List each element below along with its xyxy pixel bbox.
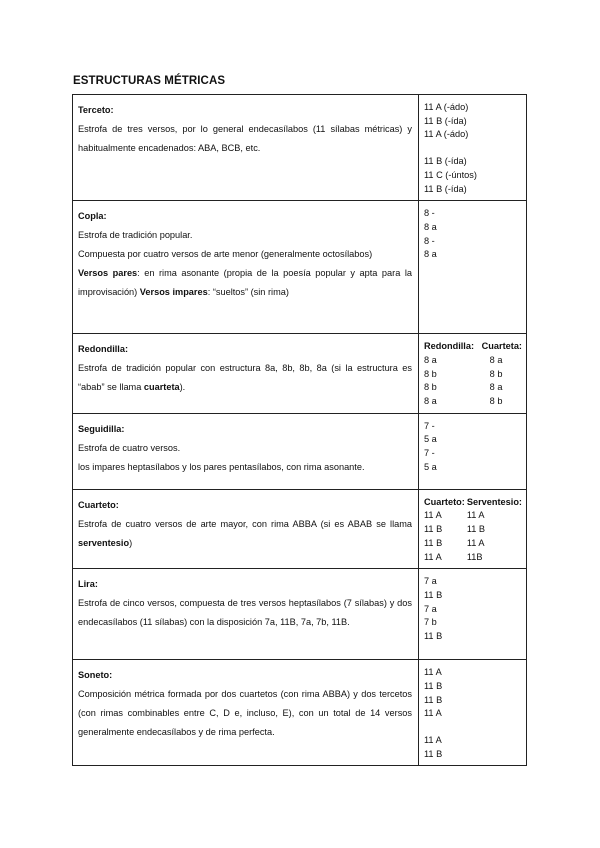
scheme-line: 8 b <box>424 382 437 393</box>
scheme-line: 11 A <box>466 510 485 521</box>
copla-description <box>73 201 419 334</box>
copla-text-3 <box>78 264 412 302</box>
scheme-line: 8 b <box>489 368 503 379</box>
metric-structures-table <box>72 94 527 766</box>
scheme-line: 11 B <box>424 680 443 691</box>
cuarteto-scheme <box>419 489 527 569</box>
scheme-line: 11 A <box>424 510 442 521</box>
copla-text-2: Compuesta por cuatro versos de arte menor (generalmente octosílabos) <box>78 249 373 260</box>
soneto-scheme <box>419 660 527 766</box>
row-soneto <box>73 660 527 766</box>
scheme-line: 8 a <box>424 249 437 260</box>
lira-scheme <box>419 569 527 660</box>
scheme-line: 11 B <box>466 524 486 535</box>
scheme-line: 11 B <box>424 694 443 705</box>
impares-label: Versos impares <box>139 287 208 298</box>
scheme-line: 8 - <box>424 208 435 219</box>
lira-name: Lira: <box>78 579 98 590</box>
lira-text: Estrofa de cinco versos, compuesta de tres versos heptasílabos (7 sílabas) y dos endecasílabos (11 sílabas) con la disposición 7a, 11B, 7a, 7b, 11B. <box>78 598 412 628</box>
row-lira <box>73 569 527 660</box>
soneto-text: Composición métrica formada por dos cuartetos (con rima ABBA) y dos tercetos (con rimas combinables entre C, D e, incluso, E), con un total de 14 versos generalmente endecasílabos y de rima perfecta. <box>78 689 412 738</box>
cuarteto-name: Cuarteto: <box>78 499 119 510</box>
redondilla-text-pre: Estrofa de tradición popular con estructura 8a, 8b, 8b, 8a (si la estructura es “abab” se llama <box>78 363 412 393</box>
redondilla-name: Redondilla: <box>78 344 129 355</box>
cuarteto-text-post: ) <box>129 537 133 548</box>
scheme-line: 11 A (-ádo) <box>424 102 469 112</box>
scheme-line: 8 a <box>424 221 437 232</box>
row-redondilla <box>73 334 527 414</box>
scheme-line: 7 a <box>424 576 437 587</box>
scheme-line: 11 A <box>424 551 442 562</box>
pares-text: : en rima asonante (propia de la poesía popular y apta para la improvisación) <box>78 268 412 298</box>
scheme-line: 8 a <box>489 354 503 365</box>
scheme-line: 8 a <box>424 354 437 365</box>
lira-description <box>73 569 419 660</box>
scheme-line: 11 B <box>424 631 443 642</box>
cuarteto-text-pre: Estrofa de cuatro versos de arte mayor, con rima ABBA (si es ABAB se llama <box>78 518 412 529</box>
row-cuarteto <box>73 489 527 569</box>
scheme-line: 11 B (-ída) <box>424 156 467 167</box>
scheme-line: 7 a <box>424 603 437 614</box>
seguidilla-description <box>73 413 419 489</box>
scheme-line: 11B <box>466 551 483 562</box>
seguidilla-name: Seguidilla: <box>78 423 125 434</box>
cuarteto-header: Cuarteto: <box>424 496 465 507</box>
scheme-line: 8 b <box>424 368 437 379</box>
redondilla-scheme <box>419 334 527 414</box>
scheme-line: 11 B <box>424 537 443 548</box>
scheme-line: 8 a <box>424 396 437 407</box>
cuarteto-description <box>73 489 419 569</box>
scheme-line: 5 a <box>424 434 437 445</box>
scheme-line: 5 a <box>424 461 437 472</box>
copla-text-1: Estrofa de tradición popular. <box>78 230 193 241</box>
redondilla-text-post: ). <box>179 382 186 393</box>
terceto-description <box>73 95 419 201</box>
scheme-line: 11 B <box>424 748 443 759</box>
terceto-text: Estrofa de tres versos, por lo general endecasílabos (11 sílabas métricas) y habitualmente encadenados: ABA, BCB, etc. <box>78 124 412 153</box>
scheme-line: 8 b <box>489 396 503 407</box>
scheme-line: 7 - <box>424 420 435 431</box>
seguidilla-text-1: Estrofa de cuatro versos. <box>78 442 181 453</box>
scheme-line: 8 a <box>489 382 503 393</box>
serventesio-term: serventesio <box>78 537 130 548</box>
row-terceto <box>73 95 527 201</box>
terceto-name: Terceto: <box>78 105 114 115</box>
scheme-line: 11 B <box>424 589 443 600</box>
scheme-line: 7 b <box>424 617 437 628</box>
copla-scheme <box>419 201 527 334</box>
serventesio-header: Serventesio: <box>466 496 522 507</box>
redondilla-description <box>73 334 419 414</box>
soneto-description <box>73 660 419 766</box>
scheme-line: 11 A <box>466 537 485 548</box>
cuarteta-header: Cuarteta: <box>481 341 522 352</box>
pares-label: Versos pares <box>78 268 138 279</box>
terceto-scheme <box>419 95 527 201</box>
scheme-line: 11 B (-ída) <box>424 183 467 194</box>
soneto-name: Soneto: <box>78 670 113 681</box>
page-title: ESTRUCTURAS MÉTRICAS <box>73 75 226 87</box>
seguidilla-text-2: los impares heptasílabos y los pares pentasílabos, con rima asonante. <box>78 461 365 472</box>
scheme-line: 7 - <box>424 448 435 459</box>
scheme-line: 11 C (-úntos) <box>424 169 477 180</box>
copla-name: Copla: <box>78 211 107 222</box>
scheme-line: 11 A <box>424 735 442 746</box>
seguidilla-scheme <box>419 413 527 489</box>
scheme-line: 11 A <box>424 708 442 719</box>
scheme-line: 11 A <box>424 667 442 678</box>
row-copla <box>73 201 527 334</box>
row-seguidilla <box>73 413 527 489</box>
redondilla-header: Redondilla: <box>424 341 475 352</box>
impares-text: : “sueltos” (sin rima) <box>207 287 289 298</box>
cuarteta-term: cuarteta <box>143 382 180 393</box>
cuarteto-text <box>78 515 412 553</box>
scheme-line: 11 B <box>424 524 443 535</box>
redondilla-text <box>78 359 412 397</box>
scheme-line: 11 A (-ádo) <box>424 129 469 140</box>
scheme-line: 8 - <box>424 235 435 246</box>
scheme-line: 11 B (-ída) <box>424 115 467 126</box>
